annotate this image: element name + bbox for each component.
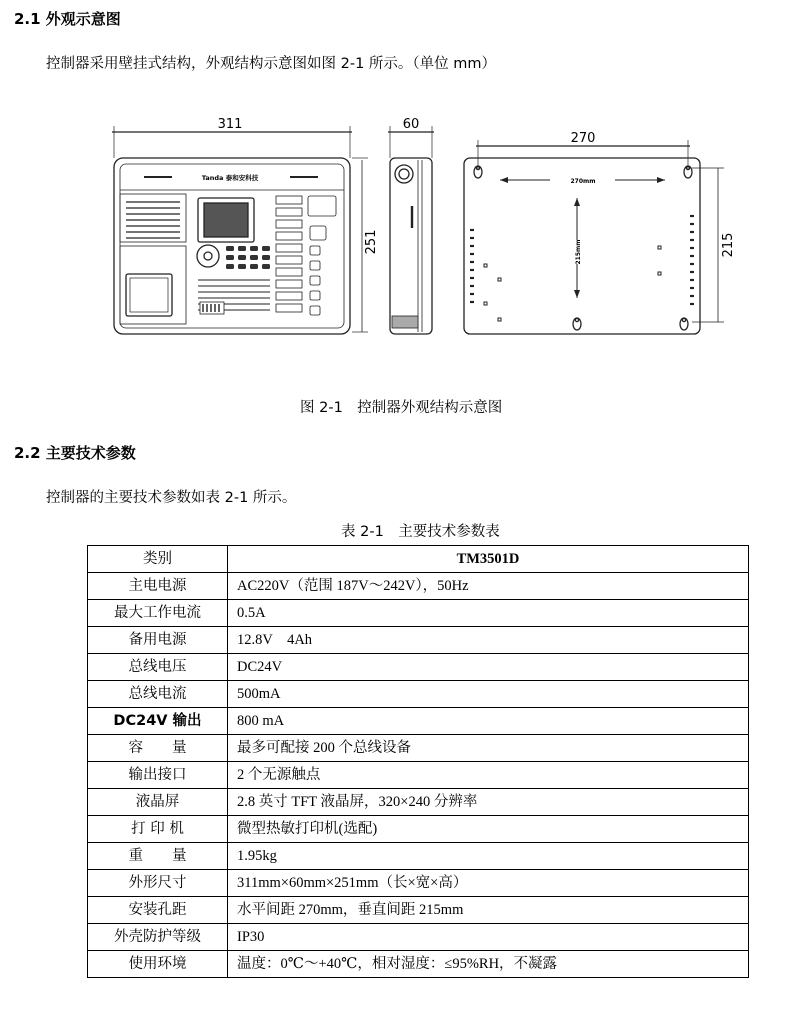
dimension-height-label: 251: [364, 229, 379, 255]
section-heading-specs: 2.2 主要技术参数: [14, 444, 136, 462]
row-key: 主电电源: [88, 573, 228, 600]
hole-horizontal-inner-label: 270mm: [570, 178, 596, 185]
table-row: [88, 843, 749, 870]
table-row: [88, 816, 749, 843]
row-key: 外壳防护等级: [88, 924, 228, 951]
table-row: [88, 708, 749, 735]
row-value: IP30: [228, 924, 749, 951]
row-key: 备用电源: [88, 627, 228, 654]
table-row: [88, 870, 749, 897]
table-row: [88, 924, 749, 951]
row-key: DC24V 输出: [88, 708, 228, 735]
row-key: 重 量: [88, 843, 228, 870]
dimension-hole-horizontal-label: 270: [570, 131, 596, 146]
row-value: 500mA: [228, 681, 749, 708]
dimension-width-label: 311: [217, 118, 243, 132]
dimension-hole-vertical-label: 215: [721, 232, 736, 258]
brand-logo: Tanda 泰和安科技: [201, 174, 259, 182]
table-row: [88, 600, 749, 627]
table-row: [88, 573, 749, 600]
dimension-depth-label: 60: [402, 118, 420, 132]
row-value: 最多可配接 200 个总线设备: [228, 735, 749, 762]
appearance-diagram: [100, 118, 740, 343]
row-key: 总线电压: [88, 654, 228, 681]
side-view: [388, 126, 434, 334]
row-value: 微型热敏打印机(选配): [228, 816, 749, 843]
row-key: 容 量: [88, 735, 228, 762]
row-value: 311mm×60mm×251mm（长×宽×高）: [228, 870, 749, 897]
section-paragraph-specs: 控制器的主要技术参数如表 2-1 所示。: [46, 490, 297, 506]
row-key: 液晶屏: [88, 789, 228, 816]
table-header-row: [88, 546, 749, 573]
row-key: 输出接口: [88, 762, 228, 789]
row-value: 2 个无源触点: [228, 762, 749, 789]
row-key: 安装孔距: [88, 897, 228, 924]
row-value: 1.95kg: [228, 843, 749, 870]
table-title: 表 2-1 主要技术参数表: [341, 524, 500, 540]
figure-caption: 图 2-1 控制器外观结构示意图: [300, 400, 503, 416]
table-row: [88, 789, 749, 816]
row-key: 最大工作电流: [88, 600, 228, 627]
table-row: [88, 735, 749, 762]
table-header-key: 类别: [88, 546, 228, 573]
table-row: [88, 951, 749, 978]
table-row: [88, 897, 749, 924]
row-key: 使用环境: [88, 951, 228, 978]
row-key: 外形尺寸: [88, 870, 228, 897]
row-key: 总线电流: [88, 681, 228, 708]
row-value: 水平间距 270mm，垂直间距 215mm: [228, 897, 749, 924]
row-value: 0.5A: [228, 600, 749, 627]
table-row: [88, 681, 749, 708]
section-heading-appearance: 2.1 外观示意图: [14, 10, 121, 28]
row-value: 12.8V 4Ah: [228, 627, 749, 654]
row-key: 打 印 机: [88, 816, 228, 843]
back-view: [464, 140, 724, 334]
table-row: [88, 654, 749, 681]
hole-vertical-inner-label: 215mm: [575, 239, 582, 265]
row-value: 2.8 英寸 TFT 液晶屏，320×240 分辨率: [228, 789, 749, 816]
row-value: DC24V: [228, 654, 749, 681]
section-paragraph-appearance: 控制器采用壁挂式结构，外观结构示意图如图 2-1 所示。（单位 mm）: [46, 56, 497, 72]
spec-table: [87, 545, 749, 978]
row-value: AC220V（范围 187V～242V），50Hz: [228, 573, 749, 600]
front-view: [112, 126, 368, 334]
row-value: 温度：0℃～+40℃，相对湿度：≤95%RH，不凝露: [228, 951, 749, 978]
table-row: [88, 627, 749, 654]
row-value: 800 mA: [228, 708, 749, 735]
table-header-model: TM3501D: [228, 546, 749, 573]
table-row: [88, 762, 749, 789]
